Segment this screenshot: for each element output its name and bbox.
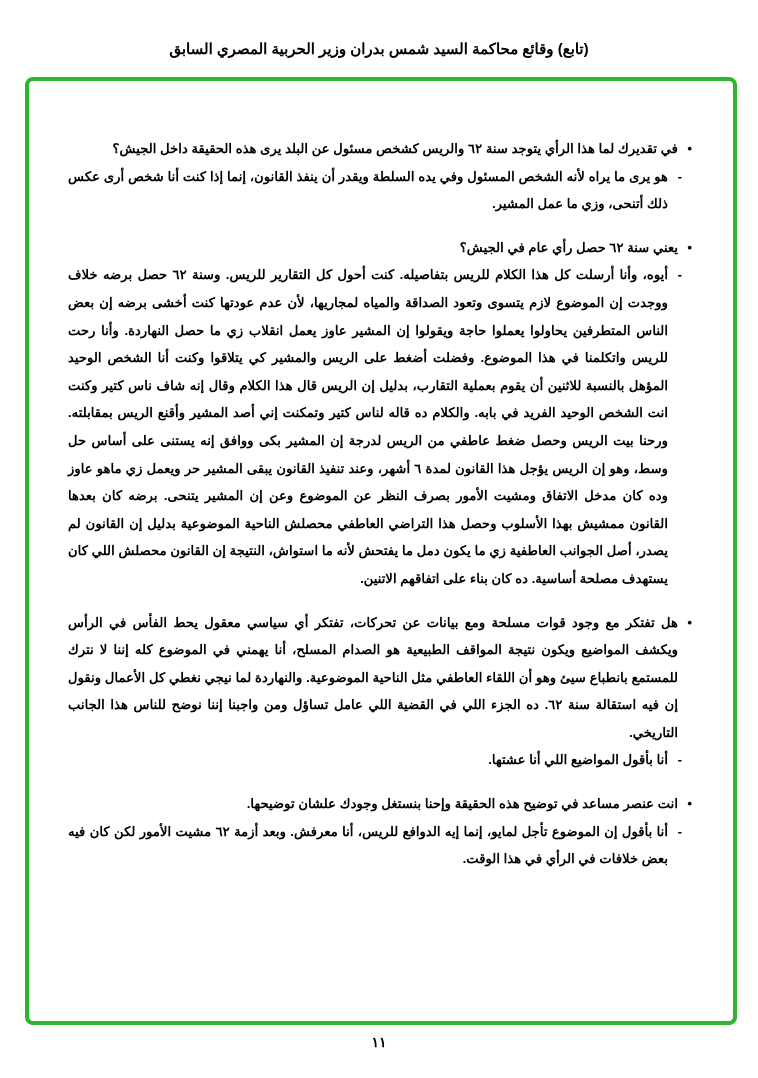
answer-text: أنا بأقول إن الموضوع تأجل لمايو، إنما إيه الدوافع للريس، أنا معرفش. وبعد أزمة ٦٢ مشيت الأمور لكن كان فيه بعض خلافات في الرأي في هذا الوقت. [68,823,668,867]
bullet-icon: • [687,796,692,812]
question [68,609,694,747]
answer [68,746,694,774]
question-text: يعني سنة ٦٢ حصل رأي عام في الجيش؟ [459,239,678,255]
answer [68,261,694,592]
question [68,790,694,818]
dash-icon: - [677,823,682,839]
document-header: (تابع) وقائع محاكمة السيد شمس بدران وزير الحربية المصري السابق [169,41,589,58]
answer [68,163,694,218]
bullet-icon: • [687,141,692,156]
answer [68,818,694,873]
question-text: في تقديرك لما هذا الرأي يتوجد سنة ٦٢ والريس كشخص مسئول عن البلد يرى هذه الحقيقة داخل الجيش؟ [112,141,678,156]
question-text: هل تفتكر مع وجود قوات مسلحة ومع بيانات عن تحركات، تفتكر أي سياسي معقول يحط الفأس في الرأس ويكشف المواضيع ويكون نتيجة المواقف الطبيعية هو الصدام المسلح، أنا يهمني في الموضوع كله إننا لا نترك للمستمع بانطباع سيئ وهو أن اللقاء العاطفي مثل الناحية الموضوعية. والنهاردة لما نيجي نغطي كل الأعمال ونقول إن فيه استقالة سنة ٦٢. ده الجزء اللي في القضية اللي عامل تساؤل ومن واجبنا إننا نوضح للناس هذا الجانب التاريخي. [68,614,678,740]
qa-section [68,135,694,218]
answer-text: أنا بأقول المواضيع اللي أنا عشتها. [488,752,668,768]
qa-section [68,234,694,593]
qa-section [68,790,694,873]
question-text: انت عنصر مساعد في توضيح هذه الحقيقة وإحنا بنستغل وجودك علشان توضيحها. [246,796,678,812]
dash-icon: - [677,267,682,283]
question [68,234,694,262]
bullet-icon: • [687,239,692,255]
page-number: ١١ [371,1034,387,1050]
dash-icon: - [677,168,682,184]
dash-icon: - [677,752,682,768]
document-body [68,135,694,889]
bullet-icon: • [687,614,692,630]
question [68,135,694,163]
answer-text: أيوه، وأنا أرسلت كل هذا الكلام للريس بتفاصيله. كنت أحول كل التقارير للريس. وسنة ٦٢ حصل برضه خلاف ووجدت إن الموضوع لازم يتسوى وتعود الصداقة والمياه لمجاريها، لأن عدم عودتها كنت أخشى برضه إن بعض الناس المتطرفين يحاولوا يعملوا حاجة ويقولوا إن المشير عاوز يعمل انقلاب زي ما حصل النهاردة. وأنا رحت للريس واتكلمنا في هذا الموضوع. وفضلت أضغط على الريس والمشير كي يتلاقوا وكنت أنا الشخص الوحيد المؤهل بالنسبة للاثنين أن يقوم بعملية التقارب، بدليل إن الريس قال هذا الكلام وقال إنه شاف ناس كتير وكنت انت الشخص الوحيد الفريد في بابه. والكلام ده قاله لناس كتير وتمكنت إني أصد المشير وأقنع الريس بمقابلته. ورحنا بيت الريس وحصل ضغط عاطفي من الريس لدرجة إن المشير بكى ووافق إنه يستنى على أساس حل وسط، وهو إن الريس يؤجل هذا القانون لمدة ٦ أشهر، وعند تنفيذ القانون يبقى المشير حر ويعمل زي ماهو عاوز وده كان مدخل الاتفاق ومشيت الأمور بصرف النظر عن الموضوع وعن إن المشير يتنحى. برضه كان بعدها القانون ممشيش بهذا الأسلوب وحصل هذا التراضي العاطفي محصلش الناحية الموضوعية بدليل إن القانون لم يصدر، أصل الجوانب العاطفية زي ما يكون دمل ما يفتحش لأنه ما استواش، النتيجة إن القانون محصلش اللي كان يستهدف مصلحة أساسية. ده كان بناء على اتفاقهم الاتنين. [68,267,668,586]
qa-section [68,609,694,775]
answer-text: هو يرى ما يراه لأنه الشخص المسئول وفي يده السلطة ويقدر أن ينفذ القانون، إنما إذا كنت أنا شخص أرى عكس ذلك أتنحى، وزي ما عمل المشير. [68,168,668,212]
